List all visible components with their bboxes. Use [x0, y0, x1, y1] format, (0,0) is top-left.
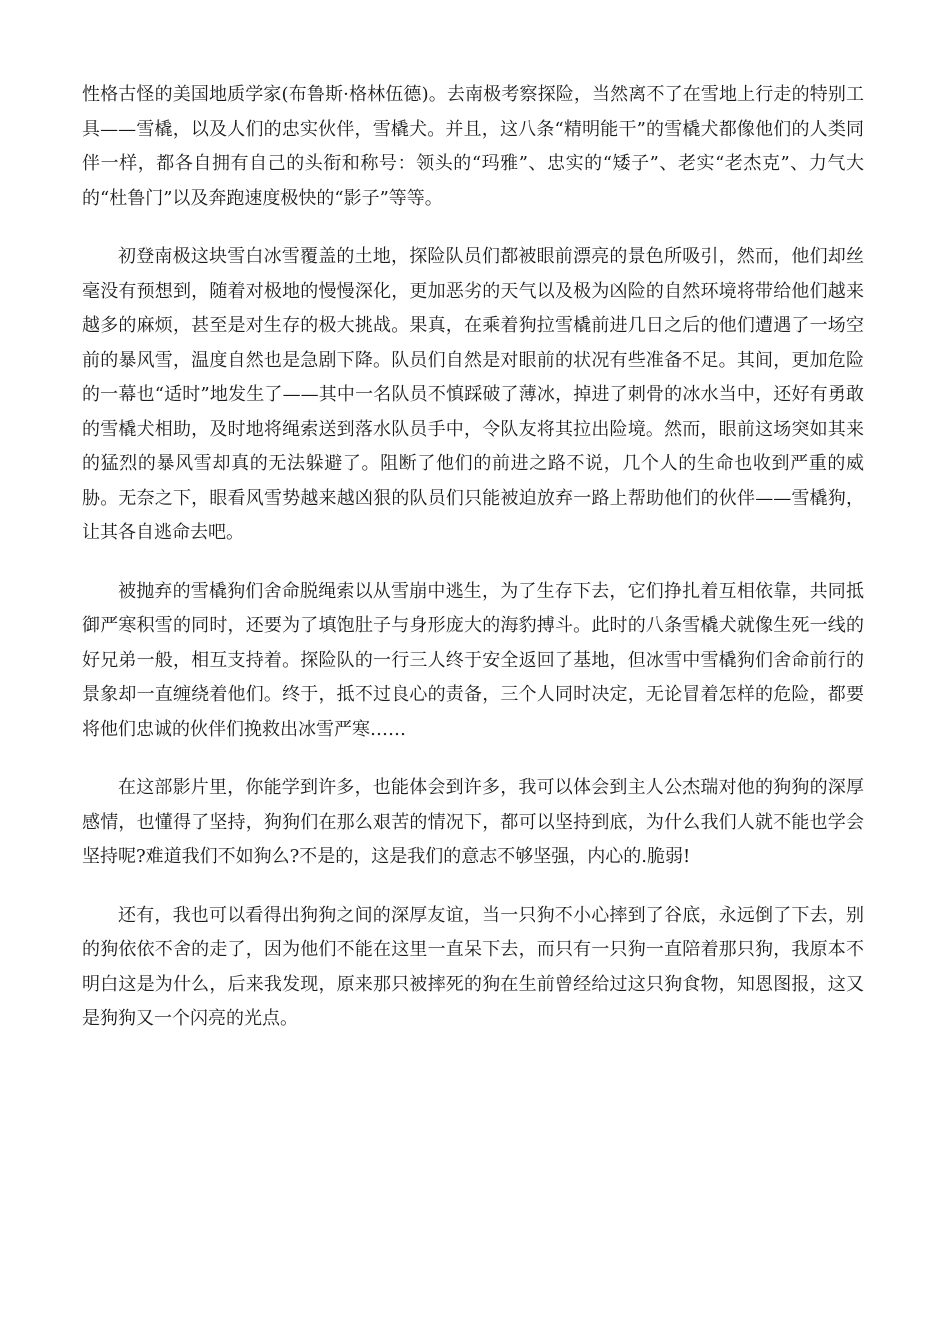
- paragraph-2: 初登南极这块雪白冰雪覆盖的土地，探险队员们都被眼前漂亮的景色所吸引，然而，他们却丝毫没有预想到，随着对极地的慢慢深化，更加恶劣的天气以及极为凶险的自然环境将带给他们越来越多的麻烦，甚至是对生存的极大挑战。果真，在乘着狗拉雪橇前进几日之后的他们遭遇了一场空前的暴风雪，温度自然也是急剧下降。队员们自然是对眼前的状况有些准备不足。其间，更加危险的一幕也“适时”地发生了——其中一名队员不慎踩破了薄冰，掉进了刺骨的冰水当中，还好有勇敢的雪橇犬相助，及时地将绳索送到落水队员手中，令队友将其拉出险境。然而，眼前这场突如其来的猛烈的暴风雪却真的无法躲避了。阻断了他们的前进之路不说，几个人的生命也收到严重的威胁。无奈之下，眼看风雪势越来越凶狠的队员们只能被迫放弃一路上帮助他们的伙伴——雪橇狗，让其各自逃命去吧。: [82, 246, 864, 543]
- paragraph-3: 被抛弃的雪橇狗们舍命脱绳索以从雪崩中逃生，为了生存下去，它们挣扎着互相依靠，共同抵御严寒积雪的同时，还要为了填饱肚子与身形庞大的海豹搏斗。此时的八条雪橇犬就像生死一线的好兄弟一般，相互支持着。探险队的一行三人终于安全返回了基地，但冰雪中雪橇狗们舍命前行的景象却一直缠绕着他们。终于，抵不过良心的责备，三个人同时决定，无论冒着怎样的危险，都要将他们忠诚的伙伴们挽救出冰雪严寒……: [82, 580, 864, 740]
- paragraph-5: 还有，我也可以看得出狗狗之间的深厚友谊，当一只狗不小心摔到了谷底，永远倒了下去，别的狗依依不舍的走了，因为他们不能在这里一直呆下去，而只有一只狗一直陪着那只狗，我原本不明白这是为什么，后来我发现，原来那只被摔死的狗在生前曾经给过这只狗食物，知恩图报，这又是狗狗又一个闪亮的光点。: [82, 904, 864, 1029]
- paragraph-1: 性格古怪的美国地质学家(布鲁斯·格林伍德)。去南极考察探险，当然离不了在雪地上行走的特别工具——雪橇，以及人们的忠实伙伴，雪橇犬。并且，这八条“精明能干”的雪橇犬都像他们的人类同伴一样，都各自拥有自己的头衔和称号：领头的“玛雅”、忠实的“矮子”、老实“老杰克”、力气大的“杜鲁门”以及奔跑速度极快的“影子”等等。: [82, 84, 864, 209]
- document-body: [82, 78, 864, 1061]
- paragraph-4: 在这部影片里，你能学到许多，也能体会到许多，我可以体会到主人公杰瑞对他的狗狗的深厚感情，也懂得了坚持，狗狗们在那么艰苦的情况下，都可以坚持到底，为什么我们人就不能也学会坚持呢?难道我们不如狗么?不是的，这是我们的意志不够坚强，内心的.脆弱!: [82, 777, 864, 867]
